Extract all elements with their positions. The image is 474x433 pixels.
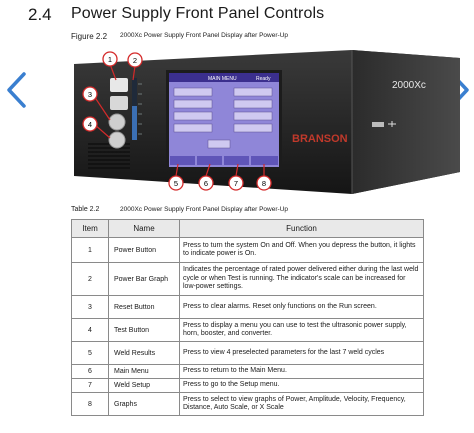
- row-item: 3: [72, 296, 109, 319]
- row-item: 7: [72, 379, 109, 393]
- row-item: 6: [72, 365, 109, 379]
- callout-label-5: 5: [173, 179, 179, 188]
- row-function: Press to turn the system On and Off. When you depress the button, it lights to indicate power is On.: [180, 238, 424, 263]
- table-row: [72, 379, 424, 393]
- row-name: Power Bar Graph: [109, 263, 180, 296]
- table-row: [72, 263, 424, 296]
- table-caption: 2000Xc Power Supply Front Panel Display after Power-Up: [120, 206, 288, 213]
- table-label: Table 2.2: [71, 206, 100, 213]
- power-button: [110, 78, 128, 92]
- row-name: Reset Button: [109, 296, 180, 319]
- callout-label-2: 2: [132, 56, 138, 65]
- row-function: Press to display a menu you can use to test the ultrasonic power supply, horn, booster, and converter.: [180, 319, 424, 342]
- table-row: [72, 296, 424, 319]
- row-function: Press to view 4 preselected parameters for the last 7 weld cycles: [180, 342, 424, 365]
- lcd-screen: [166, 70, 282, 170]
- row-function: Press to select to view graphs of Power, Amplitude, Velocity, Frequency, Distance, Auto Scale, or X Scale: [180, 393, 424, 416]
- chassis-side: [352, 50, 460, 194]
- callout-label-7: 7: [233, 179, 239, 188]
- brand-logo: BRANSON: [292, 133, 348, 145]
- reset-button: [109, 114, 125, 130]
- row-item: 8: [72, 393, 109, 416]
- callout-label-4: 4: [87, 120, 93, 129]
- callout-label-8: 8: [261, 179, 267, 188]
- callout-label-3: 3: [87, 90, 93, 99]
- chevron-left-icon[interactable]: [4, 70, 28, 110]
- row-item: 1: [72, 238, 109, 263]
- row-function: Press to return to the Main Menu.: [180, 365, 424, 379]
- row-name: Weld Setup: [109, 379, 180, 393]
- model-label: 2000Xc: [392, 80, 426, 91]
- table-row: [72, 365, 424, 379]
- section-title: Power Supply Front Panel Controls: [71, 5, 325, 22]
- section-number: 2.4: [28, 5, 52, 24]
- usb-port: [372, 122, 384, 127]
- table-row: [72, 319, 424, 342]
- header-function: Function: [180, 220, 424, 238]
- test-button: [109, 132, 125, 148]
- row-name: Test Button: [109, 319, 180, 342]
- row-name: Power Button: [109, 238, 180, 263]
- row-name: Graphs: [109, 393, 180, 416]
- controls-table: [71, 219, 424, 416]
- callout-label-6: 6: [203, 179, 209, 188]
- figure-label: Figure 2.2: [71, 32, 108, 41]
- row-item: 4: [72, 319, 109, 342]
- row-item: 5: [72, 342, 109, 365]
- callout-label-1: 1: [107, 55, 113, 64]
- table-row: [72, 238, 424, 263]
- figure-caption: 2000Xc Power Supply Front Panel Display after Power-Up: [120, 32, 288, 39]
- table-row: [72, 342, 424, 365]
- screen-status: Ready: [256, 76, 271, 82]
- row-name: Weld Results: [109, 342, 180, 365]
- table-row: [72, 393, 424, 416]
- header-item: Item: [72, 220, 109, 238]
- row-name: Main Menu: [109, 365, 180, 379]
- table-header-row: [72, 220, 424, 238]
- row-item: 2: [72, 263, 109, 296]
- screen-title: MAIN MENU: [208, 76, 237, 82]
- row-function: Indicates the percentage of rated power delivered either during the last weld cycle or when Test is running. The indicator's scale can be increased for low-power settings.: [180, 263, 424, 296]
- front-panel-figure: [70, 44, 466, 204]
- row-function: Press to clear alarms. Reset only functions on the Run screen.: [180, 296, 424, 319]
- header-name: Name: [109, 220, 180, 238]
- row-function: Press to go to the Setup menu.: [180, 379, 424, 393]
